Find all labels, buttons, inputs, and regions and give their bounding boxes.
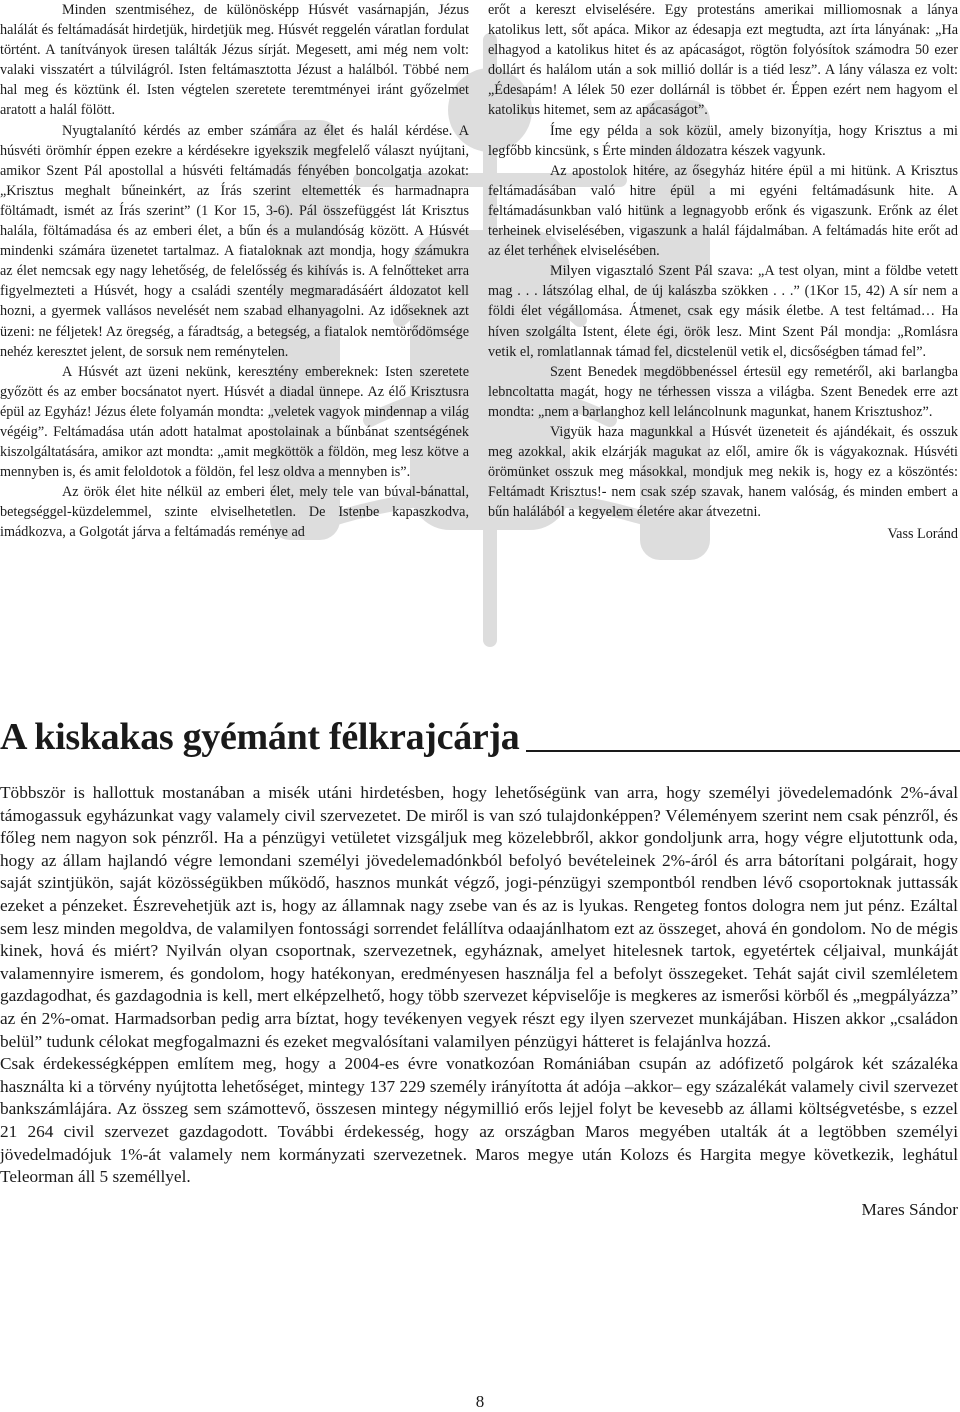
left-column [0,0,469,543]
article-headline [0,714,960,760]
paragraph: Milyen vigasztaló Szent Pál szava: „A test olyan, mint a földbe vetett mag . . . látszólag elhal, de új kalászba szökken . . .” (1Kor 15, 42) A sír nem a földi élet végállomása. Átmenet, csak egy másik életbe. A test feltámad… Ha híven szolgálta Istent, élete égi, örök lesz. Mint Szent Pál mondja: „Romlásra vetik el, romlatlannak támad fel, dicstelenül vetik el, dicsőségben támad fel”. [488,263,958,360]
author-signature: Vass Loránd [887,526,958,543]
right-column [488,0,958,545]
paragraph: Íme egy példa a sok közül, amely bizonyítja, hogy Krisztus a mi legfőbb kincsünk, s Érte minden áldozatra készek vagyunk. [488,122,958,159]
paragraph: Csak érdekességképpen említem meg, hogy a 2004-es évre vonatkozóan Romániában csupán az adófizető polgárok két százaléka használta ki a törvény nyújtotta lehetőséget, mintegy 137 229 személy irányította át adója –akkor– egy százalékát valamely civil szervezet bankszámlájára. Az összeg sem számottevő, összesen mintegy négymillió erős lejjel folyt be kevesebb az állami költségvetésbe, s ezzel 21 264 civil szervezet gazdagodott. További érdekesség, hogy az országban Maros megyében utalták át a legtöbben személyi jövedelmadójuk 1%-át valamely nem kormányzati szervezetnek. Maros megye után Kolozs és Hargita megye következik, leghátul Teleorman áll 5 személlyel. [0,1054,958,1187]
paragraph: Minden szentmiséhez, de különösképp Húsvét vasárnapján, Jézus halálát és feltámadását hirdetjük, hirdetjük meg. Húsvét reggelén váratlan fordulat történt. A tanítványok üresen találták Jézus sírját. Megesett, ami még nem volt: valaki visszatért a túlvilágról. Isten feltámasztotta Jézust a halálból. Többé nem hal meg és köztünk él. Isten végtelen szeretete teremtményei iránt győzelmet aratott a halál fölött. [0,2,469,119]
paragraph: A Húsvét azt üzeni nekünk, keresztény embereknek: Isten szeretete győzött és az ember bocsánatot nyert. Húsvét a diadal ünnepe. Az élő Krisztusra épül az Egyház! Jézus élete folyamán mondta: „veletek vagyok mindennap a világ végéig”. Feltámadása után adott hatalmat apostolainak a bűnbánat szentségének kiszolgáltatására, amikor azt mondta: „amit megköttök a földön, meg lesz kötve a mennyben is, és amit feloldotok a földön, fel lesz oldva a mennyben is”. [0,363,469,481]
article-kiskakas [0,714,960,1221]
paragraph: Az apostolok hitére, az ősegyház hitére épül a mi hitünk. A Krisztus feltámadásában való hitre épül a mi egyéni feltámadásunk hite. A feltámadásunkban való hitünk a legnagyobb erőnk és vigaszunk. Erőnk az élet terheinek elviselésében, vigaszunk a halál fájdalmában. A feltámadás hite erőt ad az élet terhének elviselésében. [488,162,958,260]
paragraph: Az örök élet hite nélkül az emberi élet, mely tele van búval-bánattal, betegséggel-küzdelemmel, szinte elviselhetetlen. De Istenbe kapaszkodva, imádkozva, a Golgotát járva a feltámadás reménye ad [0,484,469,541]
article-body [0,782,958,1221]
title-rule [526,750,960,752]
paragraph: Szent Benedek megdöbbenéssel értesül egy remetéről, aki barlangba lebncoltatta magát, hogy ne térhessen vissza a világba. Szent Benedek erre azt mondta: „nem a barlanghoz kell leláncolnunk magunkat, hanem Krisztushoz”. [488,363,958,420]
paragraph: Nyugtalanító kérdés az ember számára az élet és halál kérdése. A húsvéti örömhír éppen ezekre a kérdésekre igyekszik megfelelő választ nyújtani, amikor Szent Pál apostollal a húsvéti feltámadás fényében boncolgatja azokat: „Krisztus meghalt bűneinkért, az Írás szerint eltemették és harmadnapra föltámadt, ismét az Írás szerint” (1 Kor 15, 3-6). Pál összefüggést lát Krisztus halála, föltámadása és az emberi élet, a bűn és a mulandóság között. A Húsvét mindenki számára üzenetet tartalmaz. A fiataloknak azt mondja, hogy számukra az élet nemcsak egy nagy lehetőség, de felelősség és kihívás is. A felnőtteket arra figyelmezteti a Húsvét, hogy a családi szentély megmaradásáért áldozatot kell hozni, a gyermek vallásos nevelését nem szabad elhanyagolni. Az időseknek azt üzeni: ne féljetek! Az öregség, a fáradtság, a betegség, a fiatalok nemtörődömsége nehéz keresztet jelent, de sorsuk nem reménytelen. [0,122,469,360]
paragraph: erőt a kereszt elviselésére. Egy protestáns amerikai milliomosnak a lánya katolikus lett, sőt apáca. Mikor az édesapja ezt megtudta, azt írta lányának: „Ha elhagyod a katolikus hitet és az apácaságot, rögtön folyósítok számodra 50 ezer dollárt és halálom után a sok millió dollár is a tiéd lesz”. A lány válasza ez volt: „Édesapám! A lélek 50 ezer dollárnál is többet ér. Éppen ezért nem hagyom el katolikus hitemet, sem az apácaságot”. [488,2,958,119]
page-number: 8 [475,1392,485,1411]
paragraph: Vigyük haza magunkkal a Húsvét üzeneteit és ajándékait, és osszuk meg azokkal, akik elzárják magukat az elől, amire ők is vágyakoznak. Húsvéti örömünket osszuk meg másokkal, mondjuk meg nekik is, hogy ez a köszöntés: Feltámadt Krisztus!- nem csak szép szavak, hanem valóság, és minden embert a bűn halálából a kegyelem életére akar átvezetni. [488,423,958,521]
author-signature: Mares Sándor [861,1199,958,1219]
paragraph: Többször is hallottuk mostanában a misék utáni hirdetésben, hogy lehetőségünk van arra, hogy személyi jövedelemadónk 2%-ával támogassuk egyházunkat vagy valamely civil szervezetet. De miről is van szó tulajdonképpen? Véleményem szerint nem csak pénzről, és főleg nem nagyon sok pénzről. Ha a pénzügyi vetületet vizsgáljuk meg közelebbről, akkor gondoljunk arra, hogy végre eljutottunk oda, hogy az állam hajlandó végre lemondani személyi jövedelemadónkból befolyó bevételeinek 2%-áról és arra bátorítani polgárait, hogy saját szintjükön, saját közösségükben működő, hasznos munkát végző, jogi-pénzügyi szempontból rendben lévő csoportoknak juttassák ezeket a pénzeket. Észrevehetjük azt is, hogy az államnak nagy zsebe van és az is lyukas. Rengeteg fontos dologra nem jut pénz. Ezáltal sem lesz minden megoldva, de valamilyen fontossági sorrendet felállítva odaajánlhatom ezt az összeget, ahová én gondolom. No de mégis kinek, hová és miért? Nyilván olyan csoportnak, szervezetnek, egyháznak, amelyet hitelesnek tartok, egyetértek céljaival, munkáját valamennyire ismerem, és gondolom, hogy hatékonyan, eredményesen használja fel a befolyt összegeket. Tehát saját civil szemléletem gazdagodhat, és gazdagodnia is kell, mert elképzelhető, hogy több szervezet képviselője is megkeres az ismerősi körből és „megpályázza” az én 2%-omat. Harmadsorban pedig arra bíztat, hogy tevékenyen vegyek részt egy ilyen szervezet munkájában. Hiszen akkor „családon belül” tudunk célokat megfogalmazni és ezeket megvalósítani valamilyen pénzügyi hátteret is felajánlva hozzá. [0,783,958,1051]
article-title: A kiskakas gyémánt félkrajcárja [0,716,520,758]
